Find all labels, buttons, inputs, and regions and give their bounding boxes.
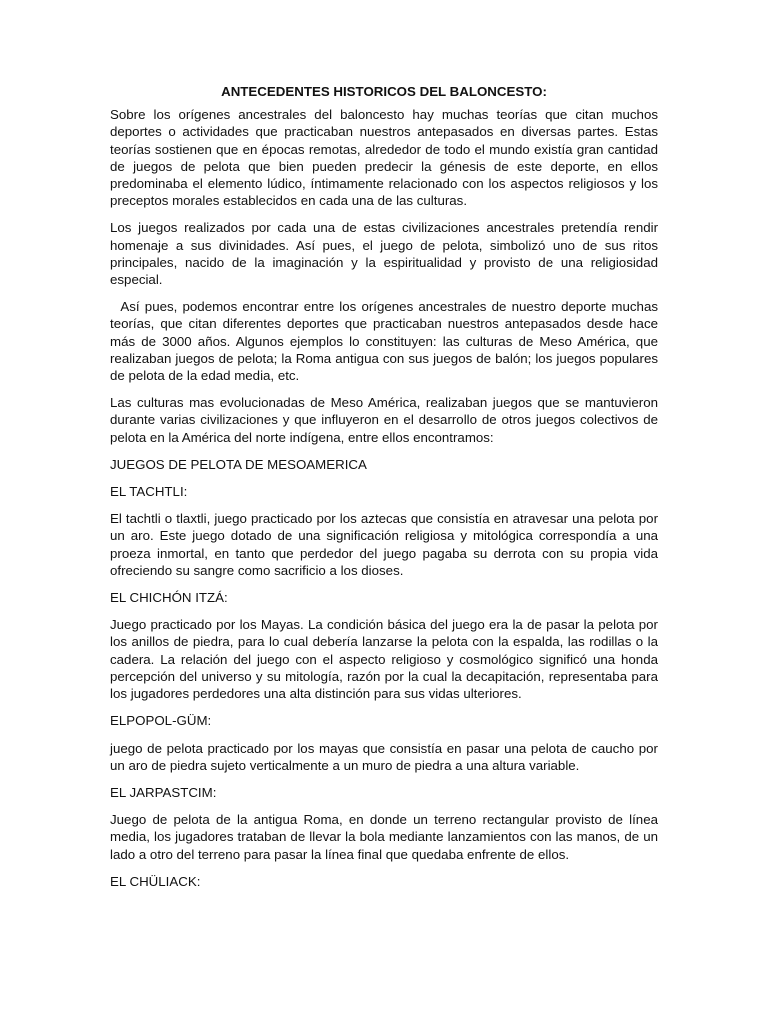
section-heading: EL CHÜLIACK: (110, 873, 201, 889)
document-body (110, 106, 662, 890)
paragraph: Juego de pelota de la antigua Roma, en donde un terreno rectangular provisto de línea media, los jugadores trataban de llevar la bola mediante lanzamientos con las manos, de un lado a otro del terreno para pasar la línea final que quedaba enfrente de ellos. (110, 812, 658, 862)
paragraph: Juego practicado por los Mayas. La condición básica del juego era la de pasar la pelota por los anillos de piedra, para lo cual debería lanzarse la pelota con la espalda, las rodillas o la cadera. La relación del juego con el aspecto religioso y cosmológico significó una honda percepción del universo y su mitología, razón por la cual la decapitación, representaba para los jugadores perdedores una alta distinción para sus vidas ulteriores. (110, 617, 658, 702)
paragraph: Sobre los orígenes ancestrales del baloncesto hay muchas teorías que citan muchos deportes o actividades que practicaban nuestros antepasados en diversas partes. Estas teorías sostienen que en épocas remotas, alrededor de todo el mundo existía gran cantidad de juegos de pelota que bien pueden predecir la génesis de este deporte, en ellos predominaba el elemento lúdico, íntimamente relacionado con los aspectos religiosos y los preceptos morales establecidos en cada una de las culturas. (110, 107, 658, 209)
paragraph: Las culturas mas evolucionadas de Meso América, realizaban juegos que se mantuvieron durante varias civilizaciones y que influyeron en el desarrollo de otros juegos colectivos de pelota en la América del norte indígena, entre ellos encontramos: (110, 395, 658, 445)
document-title: ANTECEDENTES HISTORICOS DEL BALONCESTO: (221, 84, 547, 99)
paragraph: juego de pelota practicado por los mayas que consistía en pasar una pelota de caucho por un aro de piedra sujeto verticalmente a un muro de piedra a una altura variable. (110, 740, 658, 773)
paragraph: El tachtli o tlaxtli, juego practicado por los aztecas que consistía en atravesar una pelota por un aro. Este juego dotado de una significación religiosa y mitológica correspondía a una proeza inmortal, en tanto que perdedor del juego pagaba su derrota con su propia vida ofreciendo su sangre como sacrificio a los dioses. (110, 511, 658, 578)
section-heading: EL CHICHÓN ITZÁ: (110, 590, 228, 606)
paragraph: Los juegos realizados por cada una de estas civilizaciones ancestrales pretendía rendir homenaje a sus divinidades. Así pues, el juego de pelota, simbolizó uno de sus ritos principales, nacido de la imaginación y la espiritualidad y provisto de una religiosidad especial. (110, 220, 658, 288)
paragraph: Así pues, podemos encontrar entre los orígenes ancestrales de nuestro deporte muchas teorías, que citan diferentes deportes que practicaban nuestros antepasados desde hace más de 3000 años. Algunos ejemplos lo constituyen: las culturas de Meso América, que realizaban juegos de pelota; la Roma antigua con sus juegos de balón; los juegos populares de pelota de la edad media, etc. (110, 299, 662, 384)
section-heading: ELPOPOL-GÜM: (110, 713, 212, 729)
section-heading: EL TACHTLI: (110, 484, 188, 500)
section-heading: JUEGOS DE PELOTA DE MESOAMERICA (110, 456, 367, 472)
section-heading: EL JARPASTCIM: (110, 784, 217, 800)
